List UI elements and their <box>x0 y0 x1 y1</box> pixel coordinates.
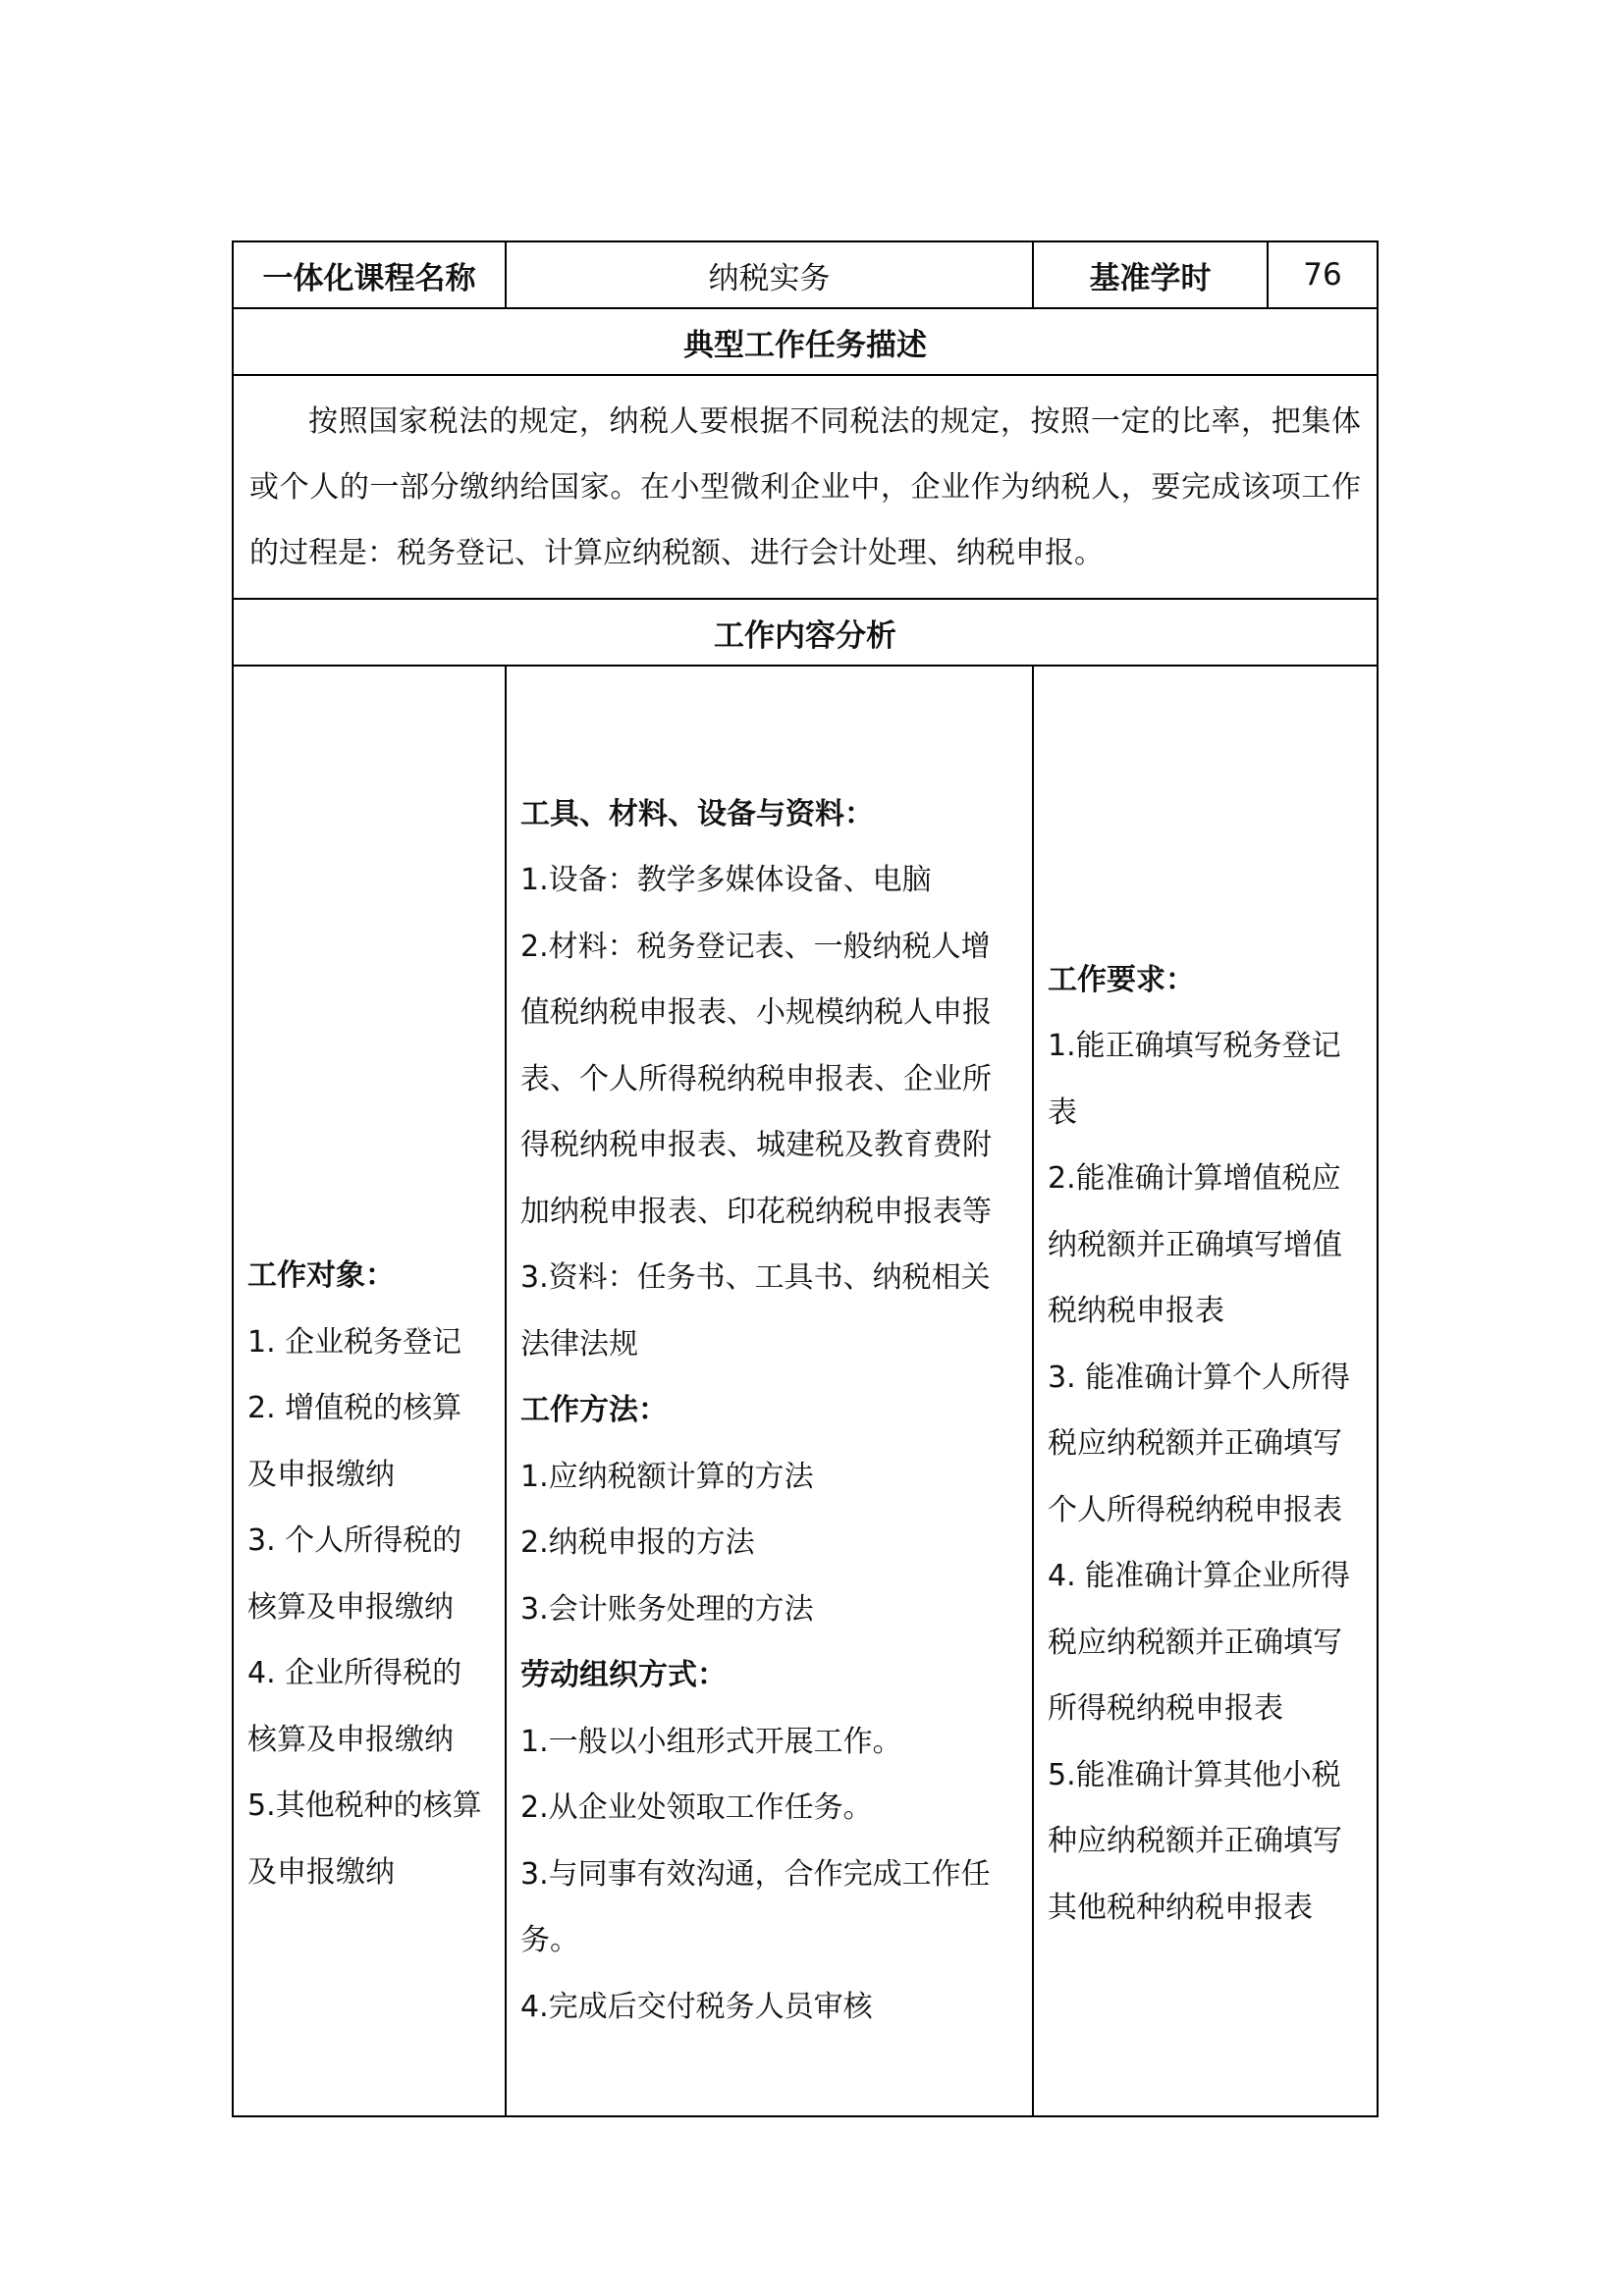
base-hours-label: 基准学时 <box>1033 241 1268 308</box>
work-object-item: 2. 增值税的核算及申报缴纳 <box>247 1391 462 1492</box>
requirement-item: 5.能准确计算其他小税种应纳税额并正确填写其他税种纳税申报表 <box>1048 1757 1342 1925</box>
task-description-text: 按照国家税法的规定，纳税人要根据不同税法的规定，按照一定的比率，把集体或个人的一部分缴纳给国家。在小型微利企业中，企业作为纳税人，要完成该项工作的过程是：税务登记、计算应纳税额、进行会计处理、纳税申报。 <box>249 403 1361 570</box>
requirement-item: 3. 能准确计算个人所得税应纳税额并正确填写个人所得税纳税申报表 <box>1048 1360 1351 1527</box>
labor-org-item: 3.与同事有效沟通，合作完成工作任务。 <box>520 1856 991 1958</box>
analysis-section-title: 工作内容分析 <box>233 599 1378 666</box>
base-hours-value: 76 <box>1268 241 1378 308</box>
tools-item: 3.资料：任务书、工具书、纳税相关法律法规 <box>520 1260 991 1362</box>
work-objects-cell <box>233 666 506 2116</box>
task-title-row <box>233 308 1378 375</box>
work-objects-list <box>234 877 505 1905</box>
tools-item: 1.设备：教学多媒体设备、电脑 <box>520 863 932 898</box>
methods-item: 3.会计账务处理的方法 <box>520 1591 814 1627</box>
requirements-list <box>1034 841 1377 1942</box>
work-object-item: 5.其他税种的核算及申报缴纳 <box>247 1789 482 1890</box>
requirement-item: 4. 能准确计算企业所得税应纳税额并正确填写所得税纳税申报表 <box>1048 1559 1351 1727</box>
work-objects-heading: 工作对象： <box>247 1258 395 1293</box>
work-object-item: 4. 企业所得税的核算及申报缴纳 <box>247 1656 462 1757</box>
tools-methods-list <box>507 742 1032 2041</box>
labor-org-item: 4.完成后交付税务人员审核 <box>520 1989 873 2024</box>
task-section-title: 典型工作任务描述 <box>233 308 1378 375</box>
analysis-title-row <box>233 599 1378 666</box>
course-table <box>232 240 1379 2117</box>
labor-org-item: 2.从企业处领取工作任务。 <box>520 1790 873 1826</box>
labor-org-heading: 劳动组织方式： <box>520 1658 727 1693</box>
tools-item: 2.材料：税务登记表、一般纳税人增值税纳税申报表、小规模纳税人申报表、个人所得税纳税申报表、企业所得税纳税申报表、城建税及教育费附加纳税申报表、印花税纳税申报表等 <box>520 929 992 1229</box>
methods-item: 1.应纳税额计算的方法 <box>520 1459 814 1494</box>
analysis-content-row <box>233 666 1378 2116</box>
course-name-value: 纳税实务 <box>506 241 1033 308</box>
course-name-label: 一体化课程名称 <box>233 241 506 308</box>
methods-heading: 工作方法： <box>520 1393 668 1428</box>
work-object-item: 3. 个人所得税的核算及申报缴纳 <box>247 1523 462 1625</box>
task-description-row <box>233 375 1378 599</box>
task-description-cell <box>233 375 1378 599</box>
methods-item: 2.纳税申报的方法 <box>520 1525 755 1561</box>
header-row <box>233 241 1378 308</box>
tools-heading: 工具、材料、设备与资料： <box>520 796 874 831</box>
work-object-item: 1. 企业税务登记 <box>247 1324 462 1360</box>
labor-org-item: 1.一般以小组形式开展工作。 <box>520 1724 902 1759</box>
tools-methods-cell <box>506 666 1033 2116</box>
requirements-cell <box>1033 666 1378 2116</box>
requirements-heading: 工作要求： <box>1048 962 1195 997</box>
requirement-item: 1.能正确填写税务登记表 <box>1048 1029 1341 1130</box>
requirement-item: 2.能准确计算增值税应纳税额并正确填写增值税纳税申报表 <box>1048 1161 1342 1329</box>
